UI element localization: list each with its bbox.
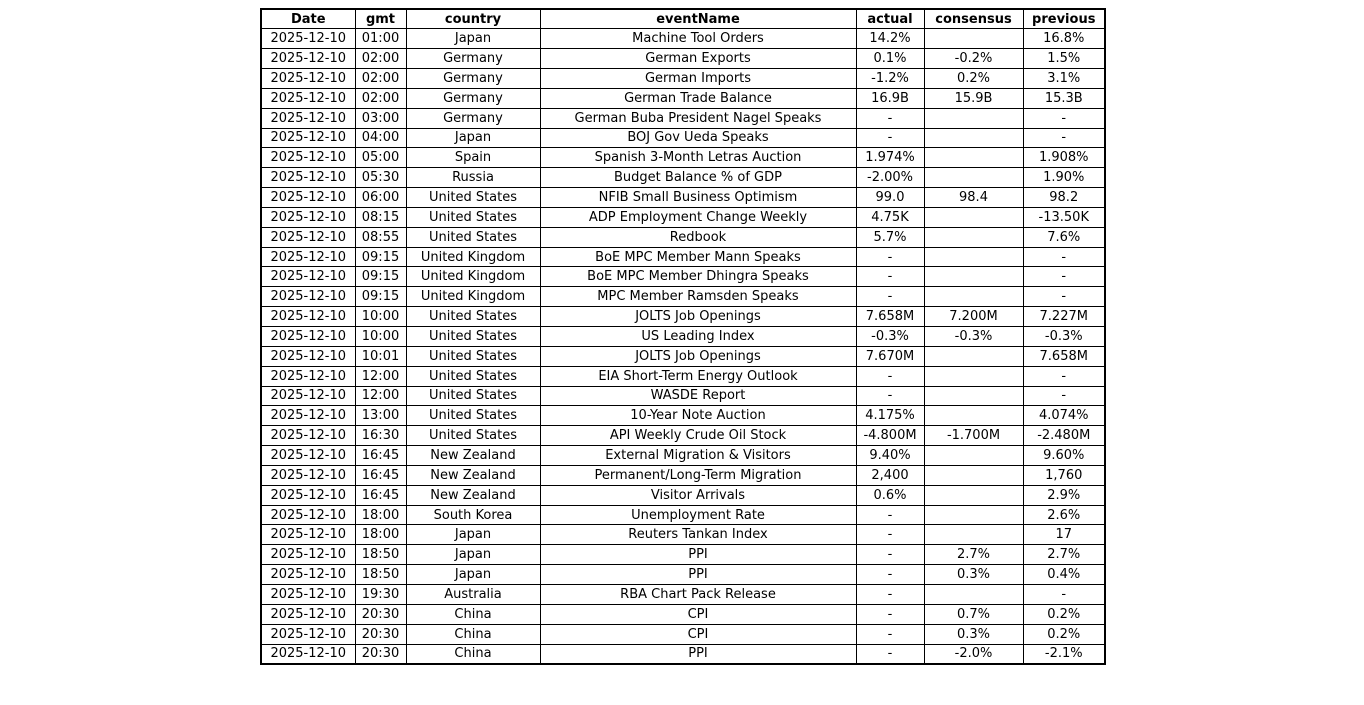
- cell-eventname: Visitor Arrivals: [540, 485, 856, 505]
- cell-date: 2025-12-10: [261, 128, 355, 148]
- cell-actual: -: [856, 525, 924, 545]
- cell-eventname: Redbook: [540, 227, 856, 247]
- cell-date: 2025-12-10: [261, 69, 355, 89]
- table-header: [261, 9, 1105, 29]
- cell-eventname: JOLTS Job Openings: [540, 307, 856, 327]
- cell-gmt: 16:45: [355, 465, 406, 485]
- table-row: [261, 465, 1105, 485]
- cell-previous: -2.1%: [1023, 644, 1105, 664]
- column-header-previous: previous: [1023, 9, 1105, 29]
- cell-date: 2025-12-10: [261, 29, 355, 49]
- cell-date: 2025-12-10: [261, 505, 355, 525]
- cell-gmt: 10:01: [355, 346, 406, 366]
- cell-previous: -0.3%: [1023, 327, 1105, 347]
- cell-country: United States: [406, 346, 540, 366]
- cell-gmt: 10:00: [355, 307, 406, 327]
- cell-date: 2025-12-10: [261, 465, 355, 485]
- cell-gmt: 12:00: [355, 366, 406, 386]
- cell-gmt: 09:15: [355, 247, 406, 267]
- cell-actual: -: [856, 247, 924, 267]
- cell-eventname: Budget Balance % of GDP: [540, 168, 856, 188]
- table-row: [261, 267, 1105, 287]
- cell-date: 2025-12-10: [261, 386, 355, 406]
- table-row: [261, 406, 1105, 426]
- cell-country: Russia: [406, 168, 540, 188]
- cell-gmt: 08:15: [355, 207, 406, 227]
- cell-country: Japan: [406, 565, 540, 585]
- cell-date: 2025-12-10: [261, 327, 355, 347]
- cell-consensus: [924, 465, 1023, 485]
- cell-actual: 4.75K: [856, 207, 924, 227]
- table-row: [261, 148, 1105, 168]
- cell-consensus: 0.2%: [924, 69, 1023, 89]
- cell-consensus: -2.0%: [924, 644, 1023, 664]
- cell-date: 2025-12-10: [261, 346, 355, 366]
- cell-actual: -: [856, 386, 924, 406]
- cell-eventname: API Weekly Crude Oil Stock: [540, 426, 856, 446]
- cell-previous: -: [1023, 108, 1105, 128]
- cell-previous: -: [1023, 267, 1105, 287]
- cell-previous: 1.908%: [1023, 148, 1105, 168]
- cell-actual: -1.2%: [856, 69, 924, 89]
- cell-gmt: 10:00: [355, 327, 406, 347]
- cell-date: 2025-12-10: [261, 485, 355, 505]
- cell-eventname: 10-Year Note Auction: [540, 406, 856, 426]
- table-row: [261, 88, 1105, 108]
- cell-consensus: [924, 247, 1023, 267]
- cell-country: Germany: [406, 108, 540, 128]
- cell-actual: -: [856, 287, 924, 307]
- cell-date: 2025-12-10: [261, 366, 355, 386]
- table-row: [261, 128, 1105, 148]
- cell-country: United States: [406, 307, 540, 327]
- cell-date: 2025-12-10: [261, 88, 355, 108]
- cell-actual: -2.00%: [856, 168, 924, 188]
- table-header-row: [261, 9, 1105, 29]
- cell-actual: -: [856, 584, 924, 604]
- cell-gmt: 02:00: [355, 69, 406, 89]
- cell-consensus: [924, 366, 1023, 386]
- cell-gmt: 03:00: [355, 108, 406, 128]
- cell-country: Japan: [406, 545, 540, 565]
- cell-date: 2025-12-10: [261, 307, 355, 327]
- cell-previous: -: [1023, 386, 1105, 406]
- cell-consensus: -1.700M: [924, 426, 1023, 446]
- cell-gmt: 18:50: [355, 545, 406, 565]
- cell-previous: 7.658M: [1023, 346, 1105, 366]
- cell-eventname: NFIB Small Business Optimism: [540, 188, 856, 208]
- cell-eventname: JOLTS Job Openings: [540, 346, 856, 366]
- table-row: [261, 227, 1105, 247]
- cell-country: Japan: [406, 29, 540, 49]
- cell-country: China: [406, 644, 540, 664]
- cell-eventname: Permanent/Long-Term Migration: [540, 465, 856, 485]
- cell-country: Spain: [406, 148, 540, 168]
- table-body: [261, 29, 1105, 664]
- cell-gmt: 02:00: [355, 88, 406, 108]
- cell-actual: 7.658M: [856, 307, 924, 327]
- cell-consensus: [924, 207, 1023, 227]
- cell-country: Australia: [406, 584, 540, 604]
- cell-date: 2025-12-10: [261, 584, 355, 604]
- cell-eventname: MPC Member Ramsden Speaks: [540, 287, 856, 307]
- cell-actual: 7.670M: [856, 346, 924, 366]
- cell-eventname: Spanish 3-Month Letras Auction: [540, 148, 856, 168]
- cell-previous: 0.4%: [1023, 565, 1105, 585]
- table-row: [261, 426, 1105, 446]
- cell-consensus: 0.3%: [924, 624, 1023, 644]
- cell-consensus: 2.7%: [924, 545, 1023, 565]
- cell-date: 2025-12-10: [261, 565, 355, 585]
- cell-eventname: EIA Short-Term Energy Outlook: [540, 366, 856, 386]
- table-row: [261, 565, 1105, 585]
- cell-previous: 2.6%: [1023, 505, 1105, 525]
- table-row: [261, 247, 1105, 267]
- cell-previous: 3.1%: [1023, 69, 1105, 89]
- cell-date: 2025-12-10: [261, 525, 355, 545]
- cell-eventname: ADP Employment Change Weekly: [540, 207, 856, 227]
- cell-eventname: PPI: [540, 644, 856, 664]
- cell-consensus: 98.4: [924, 188, 1023, 208]
- table-row: [261, 29, 1105, 49]
- cell-country: China: [406, 624, 540, 644]
- cell-actual: -4.800M: [856, 426, 924, 446]
- cell-gmt: 18:00: [355, 505, 406, 525]
- cell-gmt: 20:30: [355, 644, 406, 664]
- cell-actual: -: [856, 505, 924, 525]
- cell-date: 2025-12-10: [261, 287, 355, 307]
- cell-actual: 0.1%: [856, 49, 924, 69]
- cell-country: United States: [406, 227, 540, 247]
- cell-previous: 98.2: [1023, 188, 1105, 208]
- cell-eventname: Unemployment Rate: [540, 505, 856, 525]
- table-row: [261, 545, 1105, 565]
- cell-actual: -: [856, 545, 924, 565]
- cell-date: 2025-12-10: [261, 168, 355, 188]
- cell-eventname: BoE MPC Member Dhingra Speaks: [540, 267, 856, 287]
- cell-actual: -: [856, 624, 924, 644]
- cell-eventname: BoE MPC Member Mann Speaks: [540, 247, 856, 267]
- cell-actual: -: [856, 565, 924, 585]
- cell-consensus: [924, 525, 1023, 545]
- cell-actual: 9.40%: [856, 446, 924, 466]
- table-row: [261, 207, 1105, 227]
- cell-previous: -: [1023, 584, 1105, 604]
- table-row: [261, 386, 1105, 406]
- cell-gmt: 20:30: [355, 604, 406, 624]
- column-header-gmt: gmt: [355, 9, 406, 29]
- cell-actual: -: [856, 604, 924, 624]
- cell-date: 2025-12-10: [261, 624, 355, 644]
- cell-eventname: RBA Chart Pack Release: [540, 584, 856, 604]
- cell-previous: 0.2%: [1023, 604, 1105, 624]
- cell-gmt: 06:00: [355, 188, 406, 208]
- cell-previous: -13.50K: [1023, 207, 1105, 227]
- cell-consensus: [924, 584, 1023, 604]
- cell-gmt: 18:00: [355, 525, 406, 545]
- cell-consensus: 0.3%: [924, 565, 1023, 585]
- cell-consensus: [924, 446, 1023, 466]
- column-header-country: country: [406, 9, 540, 29]
- column-header-actual: actual: [856, 9, 924, 29]
- table-row: [261, 485, 1105, 505]
- cell-gmt: 04:00: [355, 128, 406, 148]
- cell-consensus: 7.200M: [924, 307, 1023, 327]
- cell-country: China: [406, 604, 540, 624]
- cell-gmt: 19:30: [355, 584, 406, 604]
- cell-country: United States: [406, 207, 540, 227]
- cell-date: 2025-12-10: [261, 267, 355, 287]
- cell-consensus: [924, 485, 1023, 505]
- cell-eventname: CPI: [540, 604, 856, 624]
- cell-country: New Zealand: [406, 485, 540, 505]
- cell-date: 2025-12-10: [261, 604, 355, 624]
- cell-gmt: 16:30: [355, 426, 406, 446]
- table-row: [261, 287, 1105, 307]
- cell-eventname: CPI: [540, 624, 856, 644]
- cell-eventname: Machine Tool Orders: [540, 29, 856, 49]
- cell-actual: -: [856, 267, 924, 287]
- cell-previous: -: [1023, 366, 1105, 386]
- cell-previous: 7.227M: [1023, 307, 1105, 327]
- cell-consensus: [924, 267, 1023, 287]
- cell-consensus: [924, 148, 1023, 168]
- cell-previous: 1.90%: [1023, 168, 1105, 188]
- cell-previous: 1,760: [1023, 465, 1105, 485]
- cell-previous: 17: [1023, 525, 1105, 545]
- cell-eventname: Reuters Tankan Index: [540, 525, 856, 545]
- cell-country: United States: [406, 366, 540, 386]
- cell-country: Germany: [406, 49, 540, 69]
- cell-previous: 2.9%: [1023, 485, 1105, 505]
- cell-gmt: 13:00: [355, 406, 406, 426]
- cell-consensus: [924, 406, 1023, 426]
- cell-actual: 1.974%: [856, 148, 924, 168]
- table-row: [261, 584, 1105, 604]
- cell-previous: 4.074%: [1023, 406, 1105, 426]
- cell-previous: 1.5%: [1023, 49, 1105, 69]
- cell-consensus: [924, 29, 1023, 49]
- cell-country: United Kingdom: [406, 287, 540, 307]
- column-header-eventname: eventName: [540, 9, 856, 29]
- cell-country: United States: [406, 386, 540, 406]
- cell-country: Japan: [406, 128, 540, 148]
- cell-eventname: German Buba President Nagel Speaks: [540, 108, 856, 128]
- cell-gmt: 20:30: [355, 624, 406, 644]
- cell-actual: 0.6%: [856, 485, 924, 505]
- cell-actual: -: [856, 366, 924, 386]
- cell-gmt: 08:55: [355, 227, 406, 247]
- cell-previous: 7.6%: [1023, 227, 1105, 247]
- cell-country: New Zealand: [406, 465, 540, 485]
- cell-country: United States: [406, 188, 540, 208]
- cell-country: United Kingdom: [406, 267, 540, 287]
- cell-date: 2025-12-10: [261, 207, 355, 227]
- table-row: [261, 307, 1105, 327]
- cell-gmt: 09:15: [355, 267, 406, 287]
- cell-country: United Kingdom: [406, 247, 540, 267]
- table-row: [261, 168, 1105, 188]
- cell-actual: 4.175%: [856, 406, 924, 426]
- cell-previous: -2.480M: [1023, 426, 1105, 446]
- cell-eventname: German Imports: [540, 69, 856, 89]
- cell-eventname: German Trade Balance: [540, 88, 856, 108]
- cell-date: 2025-12-10: [261, 108, 355, 128]
- cell-date: 2025-12-10: [261, 188, 355, 208]
- cell-gmt: 05:30: [355, 168, 406, 188]
- cell-date: 2025-12-10: [261, 49, 355, 69]
- table-row: [261, 327, 1105, 347]
- cell-country: South Korea: [406, 505, 540, 525]
- cell-gmt: 05:00: [355, 148, 406, 168]
- cell-actual: -: [856, 108, 924, 128]
- table-row: [261, 346, 1105, 366]
- cell-country: Germany: [406, 69, 540, 89]
- cell-previous: 2.7%: [1023, 545, 1105, 565]
- cell-previous: 15.3B: [1023, 88, 1105, 108]
- cell-date: 2025-12-10: [261, 247, 355, 267]
- events-table: [260, 8, 1106, 665]
- cell-eventname: US Leading Index: [540, 327, 856, 347]
- table-row: [261, 604, 1105, 624]
- cell-actual: -: [856, 128, 924, 148]
- column-header-date: Date: [261, 9, 355, 29]
- cell-consensus: -0.3%: [924, 327, 1023, 347]
- cell-consensus: [924, 346, 1023, 366]
- cell-country: United States: [406, 426, 540, 446]
- cell-consensus: [924, 505, 1023, 525]
- cell-country: United States: [406, 327, 540, 347]
- cell-date: 2025-12-10: [261, 227, 355, 247]
- cell-consensus: -0.2%: [924, 49, 1023, 69]
- cell-consensus: 0.7%: [924, 604, 1023, 624]
- cell-gmt: 01:00: [355, 29, 406, 49]
- table-row: [261, 108, 1105, 128]
- cell-actual: -0.3%: [856, 327, 924, 347]
- cell-previous: -: [1023, 128, 1105, 148]
- cell-previous: -: [1023, 287, 1105, 307]
- cell-consensus: [924, 227, 1023, 247]
- cell-eventname: German Exports: [540, 49, 856, 69]
- cell-date: 2025-12-10: [261, 446, 355, 466]
- cell-gmt: 18:50: [355, 565, 406, 585]
- cell-previous: 16.8%: [1023, 29, 1105, 49]
- economic-calendar-table-container: [260, 8, 1106, 665]
- cell-consensus: [924, 287, 1023, 307]
- cell-gmt: 02:00: [355, 49, 406, 69]
- cell-actual: 14.2%: [856, 29, 924, 49]
- cell-eventname: PPI: [540, 545, 856, 565]
- cell-country: Germany: [406, 88, 540, 108]
- cell-date: 2025-12-10: [261, 406, 355, 426]
- cell-country: New Zealand: [406, 446, 540, 466]
- cell-consensus: [924, 108, 1023, 128]
- cell-eventname: WASDE Report: [540, 386, 856, 406]
- cell-gmt: 09:15: [355, 287, 406, 307]
- cell-date: 2025-12-10: [261, 545, 355, 565]
- table-row: [261, 366, 1105, 386]
- cell-actual: 5.7%: [856, 227, 924, 247]
- cell-consensus: [924, 168, 1023, 188]
- cell-eventname: External Migration & Visitors: [540, 446, 856, 466]
- table-row: [261, 644, 1105, 664]
- cell-actual: 16.9B: [856, 88, 924, 108]
- cell-country: Japan: [406, 525, 540, 545]
- cell-gmt: 12:00: [355, 386, 406, 406]
- cell-eventname: BOJ Gov Ueda Speaks: [540, 128, 856, 148]
- table-row: [261, 69, 1105, 89]
- cell-consensus: [924, 386, 1023, 406]
- table-row: [261, 505, 1105, 525]
- cell-actual: -: [856, 644, 924, 664]
- table-row: [261, 188, 1105, 208]
- cell-date: 2025-12-10: [261, 644, 355, 664]
- cell-gmt: 16:45: [355, 446, 406, 466]
- cell-actual: 99.0: [856, 188, 924, 208]
- table-row: [261, 624, 1105, 644]
- cell-date: 2025-12-10: [261, 148, 355, 168]
- cell-consensus: [924, 128, 1023, 148]
- cell-previous: 0.2%: [1023, 624, 1105, 644]
- cell-gmt: 16:45: [355, 485, 406, 505]
- cell-eventname: PPI: [540, 565, 856, 585]
- column-header-consensus: consensus: [924, 9, 1023, 29]
- cell-actual: 2,400: [856, 465, 924, 485]
- cell-country: United States: [406, 406, 540, 426]
- cell-date: 2025-12-10: [261, 426, 355, 446]
- table-row: [261, 49, 1105, 69]
- table-row: [261, 525, 1105, 545]
- cell-previous: 9.60%: [1023, 446, 1105, 466]
- cell-consensus: 15.9B: [924, 88, 1023, 108]
- cell-previous: -: [1023, 247, 1105, 267]
- table-row: [261, 446, 1105, 466]
